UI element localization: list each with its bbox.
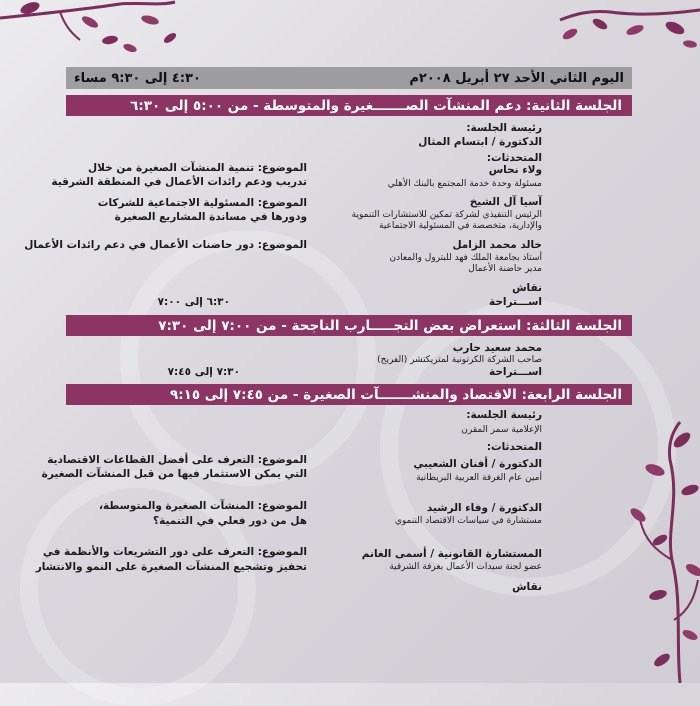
- session-3-speaker-role: صاحب الشركة الكرتونية لمتريكتشر (الفريج): [377, 355, 542, 365]
- session-2-speaker-1-topic-line-2: تدريب ودعم رائدات الأعمال في المنطقة الشرقية: [51, 176, 307, 188]
- session-3-break-time: ٧:٣٠ إلى ٧:٤٥: [167, 366, 240, 378]
- session-2-break: اســـتراحة: [488, 296, 542, 308]
- session-2-speaker-3-topic: الموضوع: دور حاضنات الأعمال في دعم رائدات الأعمال: [24, 239, 307, 251]
- session-4-speaker-2-topic-line-2: هل من دور فعلي في التنمية؟: [153, 515, 307, 527]
- session-2-title-bar: [66, 95, 632, 116]
- day-title: اليوم الثاني الأحد ٢٧ أبريل ٢٠٠٨م: [409, 70, 624, 86]
- session-4-speaker-1-name: الدكتورة / أفنان الشعيبي: [413, 458, 542, 470]
- session-4-speaker-3-topic-line-1: الموضوع: التعرف على دور التشريعات والأنظمة في: [42, 546, 307, 558]
- session-2-discussion: نقاش: [512, 282, 542, 294]
- session-3-break: اســـتراحة: [488, 366, 542, 378]
- day-time: ٤:٣٠ إلى ٩:٣٠ مساء: [74, 70, 201, 86]
- session-4-speaker-3-topic-line-2: تحفيز وتشجيع المنشآت الصغيرة على النمو والانتشار: [35, 561, 307, 573]
- session-2-speaker-3-role-line-2: مدير حاضنة الأعمال: [468, 264, 542, 274]
- session-2-speaker-2-role-line-2: والإدارية، متخصصة في المسئولية الاجتماعية: [379, 221, 542, 231]
- session-4-title: الجلسة الرابعة: الاقتصاد والمنشـــــــآت الصغيرة - من ٧:٤٥ إلى ٩:١٥: [169, 386, 622, 403]
- session-4-speaker-1-topic-line-2: التي يمكن الاستثمار فيها من قبل المنشآت الصغيرة: [41, 468, 307, 480]
- session-4-title-bar: [66, 384, 632, 405]
- session-4-speaker-2-role: مستشارة في سياسات الاقتصاد التنموي: [394, 516, 542, 526]
- session-2-chair-label: رئيسة الجلسة:: [466, 122, 542, 134]
- session-4-speaker-1-role: أمين عام الغرفة العربية البريطانية: [416, 473, 542, 483]
- session-4-speakers-label: المتحدثات:: [486, 441, 542, 453]
- session-4-speaker-2-name: الدكتورة / وفاء الرشيد: [426, 502, 542, 514]
- session-4-chair-label: رئيسة الجلسة:: [466, 409, 542, 421]
- session-2-speaker-3-role-line-1: أستاذ بجامعة الملك فهد للبترول والمعادن: [389, 253, 542, 263]
- session-2-speaker-3-name: خالد محمد الزامل: [452, 239, 542, 251]
- session-2-break-time: ٦:٣٠ إلى ٧:٠٠: [157, 296, 230, 308]
- session-4-speaker-3-name: المستشارة القانونية / أسمى الغانم: [361, 548, 542, 560]
- session-3-title: الجلسة الثالثة: استعراض بعض التجـــــارب الناجحة - من ٧:٠٠ إلى ٧:٣٠: [158, 317, 622, 334]
- session-4-speaker-3-role: عضو لجنة سيدات الأعمال بغرفة الشرقية: [389, 562, 542, 572]
- session-3-title-bar: [66, 315, 632, 336]
- session-4-speaker-2-topic-line-1: الموضوع: المنشآت الصغيرة والمتوسطة،: [99, 500, 307, 512]
- session-2-speaker-1-name: ولاء نحاس: [488, 164, 542, 176]
- session-2-chair-name: الدكتورة / ابتسام المثال: [418, 136, 542, 148]
- session-2-title: الجلسة الثانية: دعم المنشآت الصـــــــغيرة والمتوسطة - من ٥:٠٠ إلى ٦:٣٠: [130, 97, 622, 114]
- session-4-chair-name: الإعلامية سمر المقرن: [461, 425, 542, 435]
- session-2-speaker-2-topic-line-2: ودورها في مساندة المشاريع الصغيرة: [114, 211, 307, 223]
- session-2-speaker-1-topic-line-1: الموضوع: تنمية المنشآت الصغيرة من خلال: [88, 162, 307, 174]
- session-4-discussion: نقاش: [512, 581, 542, 593]
- day-header: [66, 67, 632, 89]
- session-2-speaker-2-role-line-1: الرئيس التنفيذي لشركة تمكين للاستشارات التنموية: [351, 210, 542, 220]
- session-2-speakers-label: المتحدثات:: [486, 152, 542, 164]
- session-2-speaker-2-name: آسيا آل الشيخ: [469, 196, 542, 208]
- session-4-speaker-1-topic-line-1: الموضوع: التعرف على أفضل القطاعات الاقتصادية: [47, 454, 307, 466]
- session-2-speaker-1-role: مسئولة وحدة خدمة المجتمع بالبنك الأهلي: [387, 179, 542, 189]
- session-3-speaker-name: محمد سعيد حارب: [452, 342, 542, 354]
- session-2-speaker-2-topic-line-1: الموضوع: المسئولية الاجتماعية للشركات: [97, 197, 307, 209]
